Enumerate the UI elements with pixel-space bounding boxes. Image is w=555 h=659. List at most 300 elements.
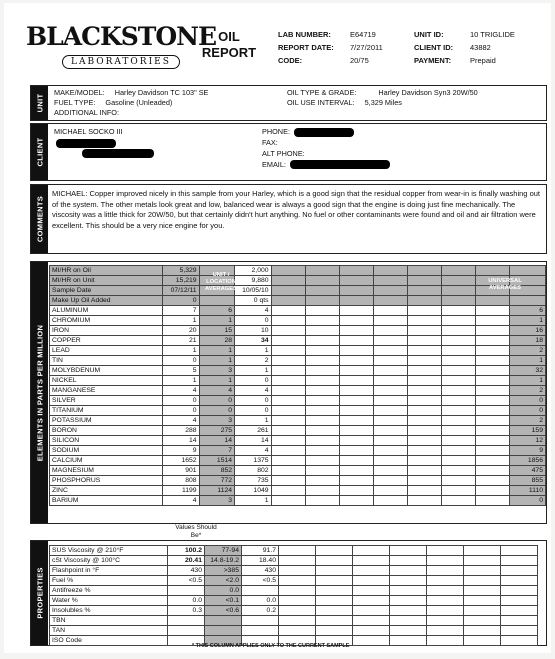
property-name: Water % — [50, 596, 168, 606]
history-cell — [464, 546, 501, 556]
element-name: SILICON — [50, 436, 163, 446]
history-cell — [501, 566, 538, 576]
previous-value: 0 — [235, 316, 272, 326]
history-cell — [271, 416, 305, 426]
should-be-value: <0.1 — [205, 596, 242, 606]
history-cell — [390, 596, 427, 606]
previous-value: 1049 — [235, 486, 272, 496]
unit-average-value: 1 — [199, 356, 234, 366]
history-cell — [408, 276, 442, 286]
history-cell — [305, 416, 339, 426]
history-cell — [271, 466, 305, 476]
previous-value: 91.7 — [242, 546, 279, 556]
history-cell — [442, 276, 476, 286]
history-cell — [271, 316, 305, 326]
table-row — [50, 306, 546, 316]
history-cell — [476, 386, 510, 396]
previous-value: 2 — [235, 356, 272, 366]
client-id-value: 43882 — [470, 43, 491, 52]
universal-average-cell — [510, 296, 546, 306]
table-row — [50, 276, 546, 286]
oil-report-page — [4, 3, 551, 653]
history-cell — [408, 386, 442, 396]
history-cell — [339, 446, 373, 456]
current-value: 4 — [163, 416, 199, 426]
history-cell — [427, 616, 464, 626]
history-cell — [408, 356, 442, 366]
report-date-label: REPORT DATE: — [278, 43, 334, 52]
lab-number-value: E64719 — [350, 30, 376, 39]
previous-value: 9,880 — [235, 276, 272, 286]
history-cell — [390, 626, 427, 636]
universal-average-value: 1856 — [510, 456, 546, 466]
history-cell — [476, 476, 510, 486]
history-cell — [279, 626, 316, 636]
unit-averages-label: UNIT / LOCATION AVERAGES — [204, 272, 238, 292]
history-cell — [442, 466, 476, 476]
property-name: cSt Viscosity @ 100°C — [50, 556, 168, 566]
previous-value: 1 — [235, 496, 272, 506]
universal-average-value: 2 — [510, 416, 546, 426]
history-cell — [271, 406, 305, 416]
history-cell — [442, 406, 476, 416]
previous-value: 1375 — [235, 456, 272, 466]
should-be-value: >385 — [205, 566, 242, 576]
history-cell — [408, 476, 442, 486]
unit-average-value: 1124 — [199, 486, 234, 496]
unit-average-value: 1 — [199, 376, 234, 386]
history-cell — [339, 456, 373, 466]
history-cell — [339, 296, 373, 306]
element-name: POTASSIUM — [50, 416, 163, 426]
previous-value: 802 — [235, 466, 272, 476]
history-cell — [427, 576, 464, 586]
history-cell — [339, 366, 373, 376]
history-cell — [408, 446, 442, 456]
history-cell — [442, 296, 476, 306]
previous-value: 4 — [235, 306, 272, 316]
table-row — [50, 576, 538, 586]
fuel-type-value: Gasoline (Unleaded) — [105, 98, 173, 107]
table-row — [50, 406, 546, 416]
unit-average-value: 3 — [199, 496, 234, 506]
history-cell — [427, 606, 464, 616]
history-cell — [305, 376, 339, 386]
history-cell — [279, 576, 316, 586]
history-cell — [373, 296, 407, 306]
history-cell — [339, 336, 373, 346]
history-cell — [464, 576, 501, 586]
unit-average-value: 852 — [199, 466, 234, 476]
history-cell — [271, 456, 305, 466]
table-row — [50, 466, 546, 476]
history-cell — [442, 416, 476, 426]
properties-section — [30, 540, 547, 646]
payment-label: PAYMENT: — [414, 56, 452, 65]
previous-value: 4 — [235, 386, 272, 396]
history-cell — [373, 306, 407, 316]
universal-average-value: 1 — [510, 376, 546, 386]
table-row — [50, 496, 546, 506]
history-cell — [373, 356, 407, 366]
current-value: 0.0 — [168, 596, 205, 606]
current-value: 1 — [163, 316, 199, 326]
previous-value: 430 — [242, 566, 279, 576]
history-cell — [442, 376, 476, 386]
should-be-value: 77-94 — [205, 546, 242, 556]
history-cell — [408, 456, 442, 466]
phone-label: PHONE: — [262, 127, 290, 136]
history-cell — [339, 286, 373, 296]
history-cell — [476, 296, 510, 306]
history-cell — [501, 556, 538, 566]
history-cell — [464, 616, 501, 626]
history-cell — [464, 606, 501, 616]
property-name: Insolubles % — [50, 606, 168, 616]
unit-average-value: 3 — [199, 366, 234, 376]
previous-value: 0 — [235, 376, 272, 386]
history-cell — [442, 386, 476, 396]
previous-value — [242, 626, 279, 636]
previous-value: 1 — [235, 416, 272, 426]
table-row — [50, 386, 546, 396]
history-cell — [279, 566, 316, 576]
table-row — [50, 396, 546, 406]
current-value: 4 — [163, 496, 199, 506]
unit-average-value: 1 — [199, 316, 234, 326]
comments-section — [30, 184, 547, 254]
history-cell — [316, 576, 353, 586]
history-cell — [339, 426, 373, 436]
history-cell — [271, 426, 305, 436]
report-header — [4, 3, 551, 85]
history-cell — [427, 626, 464, 636]
current-value: 4 — [163, 386, 199, 396]
current-value: 15,219 — [163, 276, 199, 286]
history-cell — [353, 626, 390, 636]
table-row — [50, 436, 546, 446]
current-value: 0.3 — [168, 606, 205, 616]
universal-average-cell — [510, 266, 546, 276]
history-cell — [390, 576, 427, 586]
table-row — [50, 336, 546, 346]
current-value: 901 — [163, 466, 199, 476]
unit-average-cell — [199, 296, 234, 306]
history-cell — [271, 476, 305, 486]
history-cell — [271, 436, 305, 446]
history-cell — [271, 296, 305, 306]
history-cell — [390, 586, 427, 596]
previous-value: 0 — [235, 406, 272, 416]
redacted-address-2 — [82, 149, 154, 158]
history-cell — [305, 356, 339, 366]
history-cell — [476, 376, 510, 386]
history-cell — [271, 356, 305, 366]
table-row — [50, 546, 538, 556]
history-cell — [305, 296, 339, 306]
table-row — [50, 456, 546, 466]
history-cell — [476, 396, 510, 406]
history-cell — [305, 266, 339, 276]
history-cell — [427, 636, 464, 646]
row-name: MI/HR on Oil — [50, 266, 163, 276]
property-name: Fuel % — [50, 576, 168, 586]
universal-average-value: 0 — [510, 496, 546, 506]
history-cell — [353, 616, 390, 626]
table-row — [50, 296, 546, 306]
table-row — [50, 316, 546, 326]
unit-average-value: 0 — [199, 406, 234, 416]
history-cell — [339, 326, 373, 336]
history-cell — [271, 266, 305, 276]
history-cell — [271, 366, 305, 376]
history-cell — [353, 546, 390, 556]
current-value: 5 — [163, 366, 199, 376]
values-should-be-label: Values Should Be* — [175, 524, 217, 539]
history-cell — [464, 556, 501, 566]
history-cell — [442, 476, 476, 486]
history-cell — [373, 496, 407, 506]
oil-type-label: OIL TYPE & GRADE: — [287, 88, 357, 97]
history-cell — [476, 416, 510, 426]
history-cell — [373, 366, 407, 376]
blackstone-logo — [26, 22, 217, 75]
previous-value: 0.2 — [242, 606, 279, 616]
history-cell — [442, 286, 476, 296]
history-cell — [271, 386, 305, 396]
history-cell — [442, 366, 476, 376]
history-cell — [339, 476, 373, 486]
history-cell — [476, 466, 510, 476]
history-cell — [373, 426, 407, 436]
history-cell — [353, 556, 390, 566]
oil-interval-label: OIL USE INTERVAL: — [287, 98, 355, 107]
history-cell — [464, 626, 501, 636]
logo-main-text: BLACKSTONE — [26, 22, 217, 51]
element-name: LEAD — [50, 346, 163, 356]
history-cell — [305, 446, 339, 456]
current-value: 808 — [163, 476, 199, 486]
elements-section — [30, 261, 547, 524]
previous-value: 18.40 — [242, 556, 279, 566]
history-cell — [476, 346, 510, 356]
history-cell — [279, 596, 316, 606]
should-be-value: 14.8-19.2 — [205, 556, 242, 566]
email-label: EMAIL: — [262, 160, 286, 169]
history-cell — [427, 586, 464, 596]
element-name: ZINC — [50, 486, 163, 496]
history-cell — [316, 556, 353, 566]
history-cell — [339, 386, 373, 396]
history-cell — [501, 586, 538, 596]
history-cell — [373, 406, 407, 416]
universal-average-value: 32 — [510, 366, 546, 376]
element-name: ALUMINUM — [50, 306, 163, 316]
history-cell — [339, 356, 373, 366]
history-cell — [373, 266, 407, 276]
unit-average-value: 1514 — [199, 456, 234, 466]
history-cell — [408, 426, 442, 436]
unit-average-value: 28 — [199, 336, 234, 346]
previous-value — [242, 586, 279, 596]
should-be-value: 0.0 — [205, 586, 242, 596]
comment-text: MICHAEL: Copper improved nicely in this sample from your Harley, which is a good sign that the residual copper from wear-in is finally washing out of the system. The other metals look great and low, balanced wear is always a good sign that the engine is doing just fine mechanically. The viscosity was a little thick for 20W/50, but that certainly didn't hurt anything. No fuel or other contaminants were found and oil and air filtration were excellent. This should be a very nice engine for you. — [52, 189, 540, 230]
history-cell — [408, 496, 442, 506]
previous-value: <0.5 — [242, 576, 279, 586]
history-cell — [373, 446, 407, 456]
history-cell — [353, 606, 390, 616]
current-value: 7 — [163, 306, 199, 316]
history-cell — [305, 276, 339, 286]
history-cell — [305, 436, 339, 446]
table-row — [50, 486, 546, 496]
current-value: 430 — [168, 566, 205, 576]
history-cell — [353, 636, 390, 646]
current-value: 1 — [163, 346, 199, 356]
code-value: 20/75 — [350, 56, 369, 65]
table-row — [50, 586, 538, 596]
history-cell — [442, 436, 476, 446]
table-row — [50, 346, 546, 356]
footnote: * THIS COLUMN APPLIES ONLY TO THE CURRENT SAMPLE — [192, 643, 350, 649]
table-row — [50, 366, 546, 376]
history-cell — [442, 396, 476, 406]
unit-average-value: 275 — [199, 426, 234, 436]
history-cell — [442, 306, 476, 316]
history-cell — [464, 596, 501, 606]
history-cell — [339, 306, 373, 316]
history-cell — [390, 616, 427, 626]
history-cell — [408, 286, 442, 296]
history-cell — [305, 426, 339, 436]
redacted-phone — [294, 128, 354, 137]
code-label: CODE: — [278, 56, 303, 65]
table-row — [50, 596, 538, 606]
universal-average-value: 1110 — [510, 486, 546, 496]
history-cell — [271, 496, 305, 506]
history-cell — [339, 406, 373, 416]
history-cell — [442, 346, 476, 356]
history-cell — [305, 346, 339, 356]
history-cell — [305, 496, 339, 506]
history-cell — [305, 466, 339, 476]
history-cell — [408, 336, 442, 346]
universal-average-value: 855 — [510, 476, 546, 486]
current-value: 1652 — [163, 456, 199, 466]
previous-value: 1 — [235, 346, 272, 356]
element-name: SODIUM — [50, 446, 163, 456]
element-name: NICKEL — [50, 376, 163, 386]
element-name: PHOSPHORUS — [50, 476, 163, 486]
history-cell — [442, 496, 476, 506]
row-name: Make Up Oil Added — [50, 296, 163, 306]
history-cell — [373, 336, 407, 346]
history-cell — [271, 306, 305, 316]
unit-average-value: 772 — [199, 476, 234, 486]
table-row — [50, 326, 546, 336]
current-value: 20.41 — [168, 556, 205, 566]
history-cell — [501, 606, 538, 616]
history-cell — [316, 606, 353, 616]
previous-value: 0 qts — [235, 296, 272, 306]
redacted-address-1 — [56, 139, 116, 148]
table-row — [50, 556, 538, 566]
element-name: COPPER — [50, 336, 163, 346]
history-cell — [339, 466, 373, 476]
table-row — [50, 446, 546, 456]
history-cell — [271, 336, 305, 346]
history-cell — [408, 316, 442, 326]
element-name: TIN — [50, 356, 163, 366]
previous-value: 0 — [235, 396, 272, 406]
table-row — [50, 356, 546, 366]
unit-average-value: 4 — [199, 386, 234, 396]
history-cell — [427, 556, 464, 566]
history-cell — [279, 606, 316, 616]
table-row — [50, 416, 546, 426]
history-cell — [408, 416, 442, 426]
history-cell — [408, 346, 442, 356]
history-cell — [373, 316, 407, 326]
previous-value: 10 — [235, 326, 272, 336]
history-cell — [305, 406, 339, 416]
previous-value — [242, 616, 279, 626]
properties-table — [49, 545, 538, 646]
history-cell — [271, 396, 305, 406]
history-cell — [373, 486, 407, 496]
history-cell — [373, 326, 407, 336]
history-cell — [316, 566, 353, 576]
history-cell — [305, 286, 339, 296]
previous-value: 1 — [235, 366, 272, 376]
history-cell — [476, 496, 510, 506]
history-cell — [501, 616, 538, 626]
history-cell — [408, 296, 442, 306]
history-cell — [305, 316, 339, 326]
history-cell — [279, 546, 316, 556]
current-value: 5,329 — [163, 266, 199, 276]
history-cell — [339, 496, 373, 506]
previous-value: 735 — [235, 476, 272, 486]
history-cell — [316, 626, 353, 636]
history-cell — [442, 326, 476, 336]
previous-value: 0.0 — [242, 596, 279, 606]
history-cell — [339, 436, 373, 446]
history-cell — [476, 266, 510, 276]
history-cell — [373, 376, 407, 386]
current-value: 20 — [163, 326, 199, 336]
universal-average-value: 0 — [510, 396, 546, 406]
oil-interval-value: 5,329 Miles — [364, 98, 402, 107]
client-section — [30, 123, 547, 181]
history-cell — [464, 586, 501, 596]
history-cell — [353, 576, 390, 586]
universal-average-value: 16 — [510, 326, 546, 336]
unit-id-value: 10 TRIGLIDE — [470, 30, 515, 39]
current-value: 21 — [163, 336, 199, 346]
element-name: CHROMIUM — [50, 316, 163, 326]
current-value: 0 — [163, 396, 199, 406]
element-name: BORON — [50, 426, 163, 436]
previous-value: 10/05/10 — [235, 286, 272, 296]
report-date-value: 7/27/2011 — [350, 43, 383, 52]
table-row — [50, 376, 546, 386]
current-value: 14 — [163, 436, 199, 446]
history-cell — [442, 456, 476, 466]
history-cell — [373, 476, 407, 486]
properties-section-label: PROPERTIES — [31, 541, 48, 645]
history-cell — [476, 356, 510, 366]
